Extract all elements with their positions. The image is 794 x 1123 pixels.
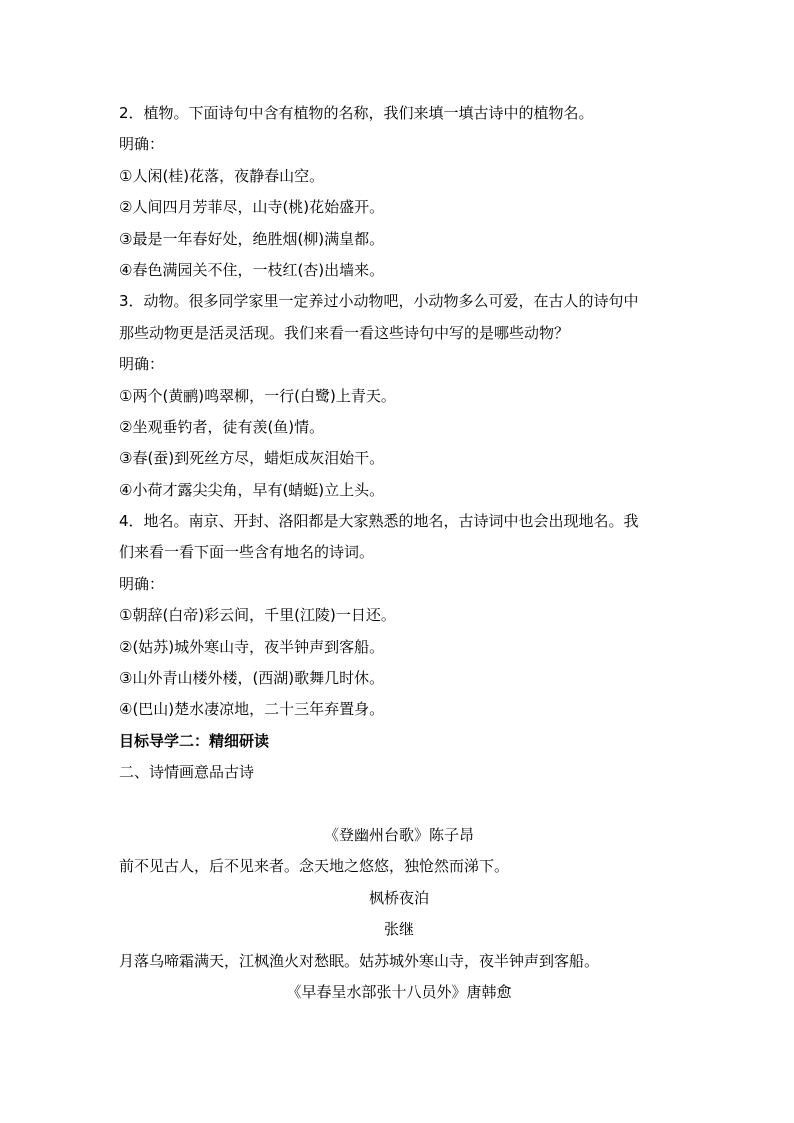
list-item: ④小荷才露尖尖角，早有(蜻蜓)立上头。 — [119, 480, 385, 499]
list-item: ②人间四月芳菲尽，山寺(桃)花始盛开。 — [119, 198, 385, 217]
goal-heading: 目标导学二：精细研读 — [119, 731, 270, 750]
poem-author: 张继 — [383, 920, 414, 939]
list-item: ①两个(黄鹂)鸣翠柳，一行(白鹭)上青天。 — [119, 386, 396, 405]
poem-title: 《登幽州台歌》陈子昂 — [323, 825, 474, 844]
section-3-intro: 3．动物。很多同学家里一定养过小动物吧，小动物多么可爱，在古人的诗句中 — [119, 292, 639, 311]
blank-line — [119, 789, 679, 820]
section-2-intro: 2．植物。下面诗句中含有植物的名称，我们来填一填古诗中的植物名。 — [119, 104, 594, 122]
section-4-intro-cont: 们来看一看下面一些含有地名的诗词。 — [119, 543, 375, 562]
list-item: ①人闲(桂)花落，夜静春山空。 — [119, 166, 325, 185]
document-body — [119, 98, 679, 1008]
poem-text: 月落乌啼霜满天，江枫渔火对愁眠。姑苏城外寒山寺，夜半钟声到客船。 — [119, 951, 600, 970]
list-item: ④春色满园关不住，一枝红(杏)出墙来。 — [119, 260, 385, 279]
list-item: ③最是一年春好处，绝胜烟(柳)满皇都。 — [119, 229, 385, 248]
list-item: ①朝辞(白帝)彩云间，千里(江陵)一日还。 — [119, 606, 396, 625]
list-item: ③山外青山楼外楼，(西湖)歌舞几时休。 — [119, 669, 385, 688]
section-3-intro-cont: 那些动物更是活灵活现。我们来看一看这些诗句中写的是哪些动物？ — [119, 323, 570, 342]
list-item: ②(姑苏)城外寒山寺，夜半钟声到客船。 — [119, 637, 385, 656]
poem-text: 前不见古人，后不见来者。念天地之悠悠，独怆然而涕下。 — [119, 857, 510, 876]
list-item: ②坐观垂钓者，徒有羡(鱼)情。 — [119, 417, 325, 436]
list-item: ④(巴山)楚水凄凉地，二十三年弃置身。 — [119, 700, 385, 719]
section-4-intro: 4．地名。南京、开封、洛阳都是大家熟悉的地名，古诗词中也会出现地名。我 — [119, 512, 639, 531]
subsection-heading: 二、诗情画意品古诗 — [119, 763, 255, 782]
poem-title: 枫桥夜泊 — [368, 888, 429, 907]
answer-label: 明确： — [119, 574, 165, 593]
list-item: ③春(蚕)到死丝方尽，蜡炬成灰泪始干。 — [119, 449, 385, 468]
answer-label: 明确： — [119, 135, 165, 154]
answer-label: 明确： — [119, 355, 165, 374]
poem-title: 《早春呈水部张十八员外》唐韩愈 — [286, 982, 512, 1001]
